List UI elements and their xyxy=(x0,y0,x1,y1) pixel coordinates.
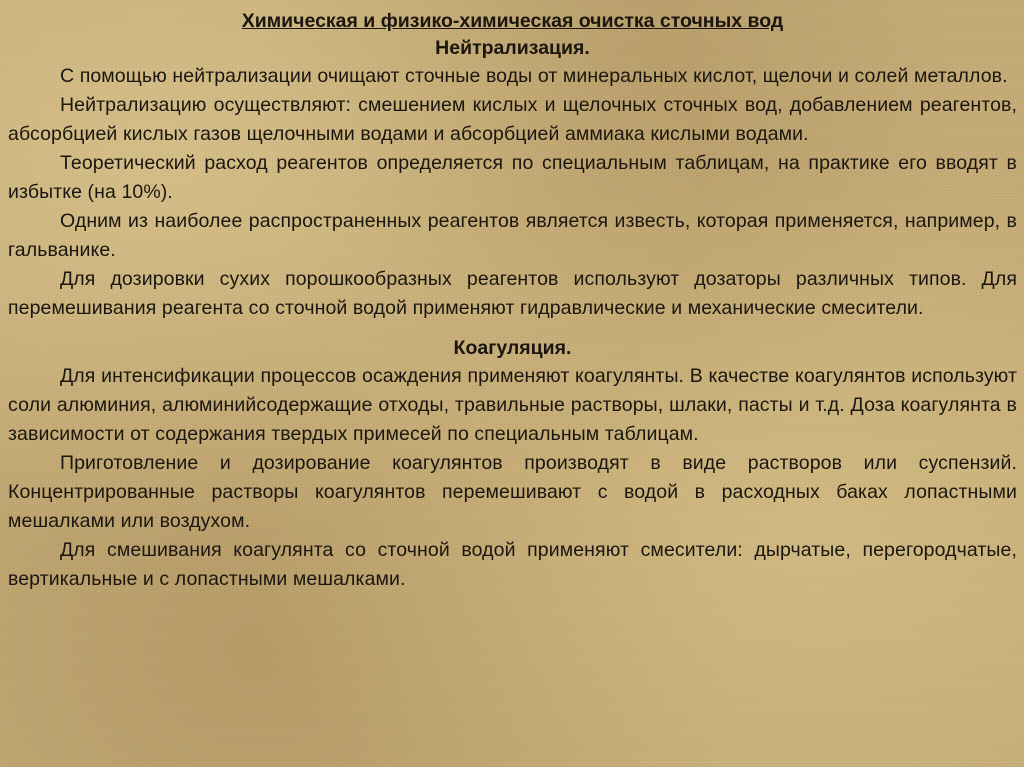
paragraph: С помощью нейтрализации очищают сточные воды от минеральных кислот, щелочи и солей металлов. xyxy=(60,65,1008,87)
paragraph: Нейтрализацию осуществляют: смешением кислых и щелочных сточных вод, добавлением реагентов, абсорбцией кислых газов щелочными водами и абсорбцией аммиака кислыми водами. xyxy=(8,94,1017,145)
section-neutralization xyxy=(8,35,1017,323)
section-coagulation xyxy=(8,335,1017,594)
paragraph: Для дозировки сухих порошкообразных реагентов используют дозаторы различных типов. Для перемешивания реагента со сточной водой применяют гидравлические и механические смесители. xyxy=(8,268,1017,319)
paragraph: Для интенсификации процессов осаждения применяют коагулянты. В качестве коагулянтов используют соли алюминия, алюминийсодержащие отходы, травильные растворы, шлаки, пасты и т.д. Доза коагулянта в зависимости от содержания твердых примесей по специальным таблицам. xyxy=(8,365,1017,445)
paragraph: Для смешивания коагулянта со сточной водой применяют смесители: дырчатые, перегородчатые, вертикальные и с лопастными мешалками. xyxy=(8,539,1017,590)
paragraph: Одним из наиболее распространенных реагентов является известь, которая применяется, например, в гальванике. xyxy=(8,210,1017,261)
section-heading-coagulation: Коагуляция. xyxy=(453,337,572,359)
section-spacer xyxy=(8,323,1017,335)
slide-content xyxy=(8,8,1017,594)
paragraph: Теоретический расход реагентов определяется по специальным таблицам, на практике его вводят в избытке (на 10%). xyxy=(8,152,1017,203)
slide-title: Химическая и физико-химическая очистка сточных вод xyxy=(241,10,784,32)
section-heading-neutralization: Нейтрализация. xyxy=(435,37,590,59)
paragraph: Приготовление и дозирование коагулянтов производят в виде растворов или суспензий. Концентрированные растворы коагулянтов перемешивают с водой в расходных баках лопастными мешалками или воздухом. xyxy=(8,452,1017,532)
